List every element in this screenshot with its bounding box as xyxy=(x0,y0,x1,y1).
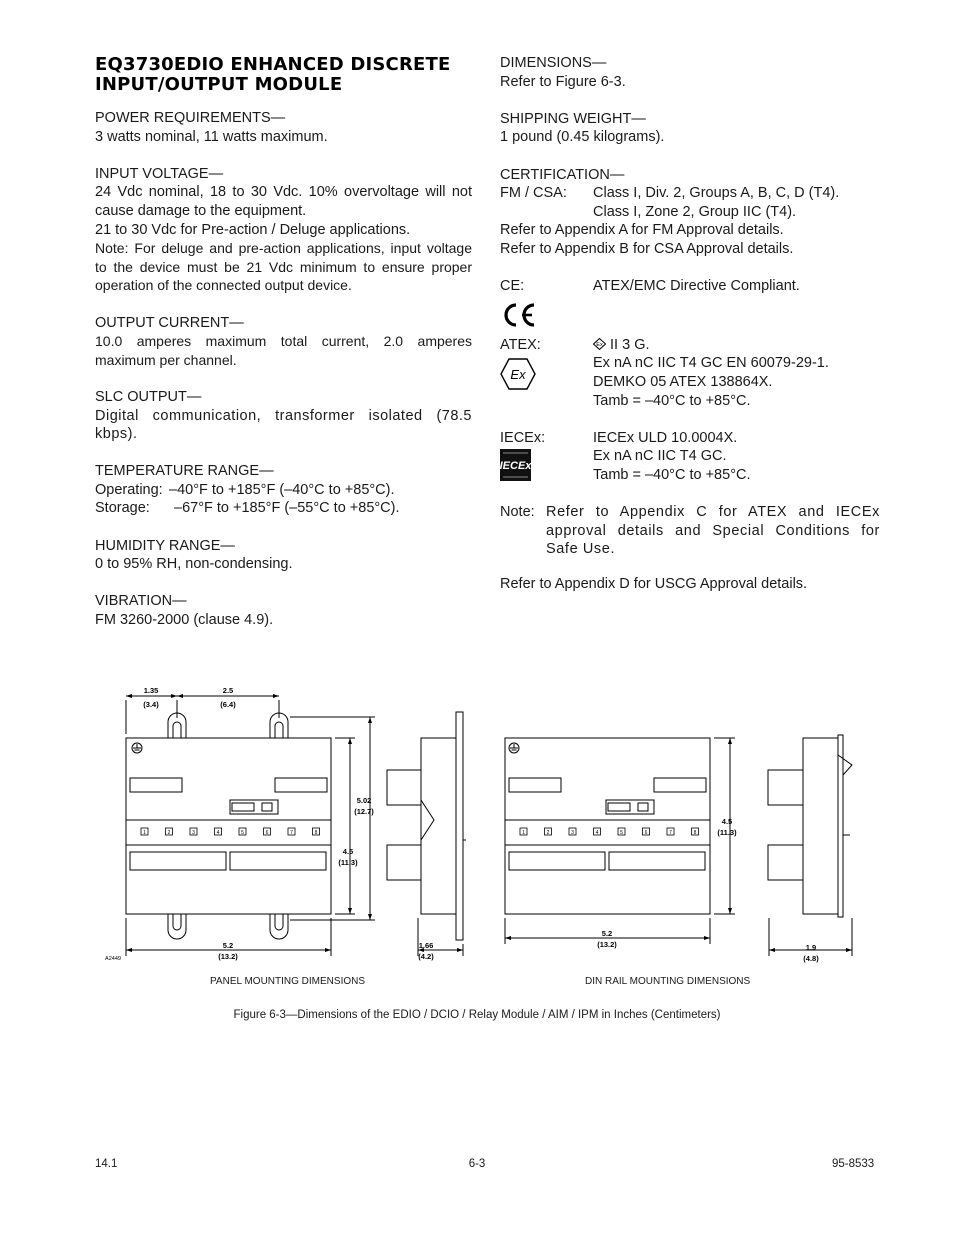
temperature-section xyxy=(95,462,472,518)
dim-135: 1.35 xyxy=(143,686,159,695)
fm-csa-div2: Class I, Div. 2, Groups A, B, C, D (T4). xyxy=(593,185,840,202)
din-terminal-row xyxy=(520,828,699,836)
input-voltage-preaction: 21 to 30 Vdc for Pre-action / Deluge applications. xyxy=(95,221,411,238)
atex-group xyxy=(593,336,880,355)
footer-revision: 14.1 xyxy=(95,1158,118,1170)
output-current-section xyxy=(95,314,472,370)
iecex-marking: Ex nA nC IIC T4 GC. xyxy=(593,448,727,465)
fm-csa-zone2: Class I, Zone 2, Group IIC (T4). xyxy=(593,203,797,220)
left-column xyxy=(95,109,472,648)
panel-terminal-number: 6 xyxy=(265,830,269,836)
panel-module-body xyxy=(126,738,331,914)
dim-19: 1.9 xyxy=(805,943,817,952)
panel-terminal-number: 2 xyxy=(167,830,171,836)
slc-output-heading: SLC OUTPUT— xyxy=(95,388,202,405)
atex-tamb: Tamb = –40°C to +85°C. xyxy=(593,392,751,409)
vibration-section xyxy=(95,592,472,629)
dim-45-din-metric: (11.3) xyxy=(717,828,737,837)
dim-52: 5.2 xyxy=(222,941,234,950)
dim-502-metric: (12.7) xyxy=(354,807,374,816)
panel-terminal-number: 7 xyxy=(290,830,293,836)
dimension-figure xyxy=(0,660,954,1000)
humidity-section xyxy=(95,537,472,574)
panel-terminal-number: 4 xyxy=(216,830,220,836)
ex-hexagon-icon xyxy=(500,358,536,396)
vibration-heading: VIBRATION— xyxy=(95,593,187,610)
operating-label: Operating: xyxy=(95,481,163,498)
din-terminal-number: 2 xyxy=(546,830,550,836)
ce-value: ATEX/EMC Directive Compliant. xyxy=(593,278,800,295)
din-terminal-number: 4 xyxy=(595,830,599,836)
dim-166: 1.66 xyxy=(418,941,434,950)
svg-text:IECEx: IECEx xyxy=(500,460,531,473)
dim-45: 4.5 xyxy=(342,847,354,856)
dim-52-metric: (13.2) xyxy=(218,952,238,961)
panel-terminal-number: 3 xyxy=(192,830,195,836)
weight-text: 1 pound (0.45 kilograms). xyxy=(500,129,665,146)
dim-166-metric: (4.2) xyxy=(418,952,434,961)
fm-csa-label: FM / CSA: xyxy=(500,185,567,202)
iecex-row xyxy=(500,429,880,448)
certification-heading: CERTIFICATION— xyxy=(500,166,625,183)
certification-section xyxy=(500,166,880,594)
humidity-text: 0 to 95% RH, non-condensing. xyxy=(95,556,293,573)
temperature-heading: TEMPERATURE RANGE— xyxy=(95,463,274,480)
power-text: 3 watts nominal, 11 watts maximum. xyxy=(95,128,328,145)
panel-terminal-row xyxy=(141,828,320,836)
power-heading: POWER REQUIREMENTS— xyxy=(95,110,286,126)
din-terminal-number: 3 xyxy=(571,830,574,836)
panel-terminal-number: 8 xyxy=(314,830,318,836)
atex-certificate: DEMKO 05 ATEX 138864X. xyxy=(593,373,773,390)
storage-label: Storage: xyxy=(95,500,150,517)
appendix-b-ref: Refer to Appendix B for CSA Approval details. xyxy=(500,240,794,257)
svg-text:1.35 xyxy=(144,686,159,695)
dim-25: 2.5 xyxy=(222,686,234,695)
appendix-a-ref: Refer to Appendix A for FM Approval details. xyxy=(500,222,784,239)
dimensions-text: Refer to Figure 6-3. xyxy=(500,73,626,90)
temperature-operating xyxy=(95,481,472,500)
dim-45-metric: (11.3) xyxy=(338,858,358,867)
dim-45-din: 4.5 xyxy=(721,817,733,826)
output-current-heading: OUTPUT CURRENT— xyxy=(95,314,244,331)
note-label: Note: xyxy=(500,504,535,521)
temperature-storage xyxy=(95,499,472,518)
atex-marking: Ex nA nC IIC T4 GC EN 60079-29-1. xyxy=(593,355,829,372)
footer-page-number: 6-3 xyxy=(468,1158,486,1170)
dimensions-section xyxy=(500,54,880,91)
ce-label: CE: xyxy=(500,278,525,295)
iecex-label: IECEx: xyxy=(500,429,546,446)
input-voltage-heading: INPUT VOLTAGE— xyxy=(95,165,224,182)
right-column xyxy=(500,54,880,593)
dim-19-metric: (4.8) xyxy=(803,954,819,963)
weight-section xyxy=(500,110,880,147)
slc-output-section xyxy=(95,388,472,444)
page-title: EQ3730EDIO ENHANCED DISCRETE INPUT/OUTPUT MODULE xyxy=(95,54,451,95)
dim-52-din: 5.2 xyxy=(601,929,613,938)
atex-label: ATEX: xyxy=(500,336,541,353)
dim-25-metric: (6.4) xyxy=(220,700,236,709)
iecex-certificate: IECEx ULD 10.0004X. xyxy=(593,429,738,446)
dim-135-metric: (3.4) xyxy=(143,700,159,709)
input-voltage-note: Note: For deluge and pre-action applications, input voltage to the device must be 21 Vdc minimum to ensure proper operation of the connected output device. xyxy=(95,240,472,294)
svg-text:Ex: Ex xyxy=(596,341,603,348)
din-terminal-number: 8 xyxy=(693,830,697,836)
drawing-ref: A2449 xyxy=(105,956,121,962)
storage-value: –67°F to +185°F (–55°C to +85°C). xyxy=(174,500,400,517)
panel-mounting-label: PANEL MOUNTING DIMENSIONS xyxy=(210,976,366,987)
figure-caption: Figure 6-3—Dimensions of the EDIO / DCIO / Relay Module / AIM / IPM in Inches (Centimeters) xyxy=(233,1009,721,1021)
panel-terminal-number: 1 xyxy=(143,830,146,836)
weight-heading: SHIPPING WEIGHT— xyxy=(500,110,646,127)
din-terminal-number: 5 xyxy=(620,830,623,836)
fm-csa-row xyxy=(500,184,880,203)
iecex-tamb: Tamb = –40°C to +85°C. xyxy=(593,466,751,483)
power-section xyxy=(95,109,472,146)
ce-row xyxy=(500,277,880,296)
dim-502: 5.02 xyxy=(356,796,372,805)
note-text: Refer to Appendix C for ATEX and IECEx approval details and Special Conditions for Safe Use. xyxy=(546,504,880,558)
input-voltage-text: 24 Vdc nominal, 18 to 30 Vdc. 10% overvoltage will not cause damage to the equipment. xyxy=(95,184,472,219)
humidity-heading: HUMIDITY RANGE— xyxy=(95,537,235,554)
din-terminal-number: 7 xyxy=(669,830,672,836)
atex-category: II 3 G. xyxy=(610,336,650,353)
input-voltage-section xyxy=(95,165,472,295)
iecex-logo-icon xyxy=(500,449,531,487)
din-terminal-number: 1 xyxy=(522,830,525,836)
ex-small-icon xyxy=(593,337,610,353)
footer-doc-number: 95-8533 xyxy=(832,1158,875,1170)
dimension-drawing xyxy=(0,660,954,1000)
appendix-d-ref: Refer to Appendix D for USCG Approval details. xyxy=(500,575,808,592)
atex-row xyxy=(500,336,880,355)
output-current-text: 10.0 amperes maximum total current, 2.0 amperes maximum per channel. xyxy=(95,333,472,368)
dimensions-heading: DIMENSIONS— xyxy=(500,55,607,71)
slc-output-text: Digital communication, transformer isolated (78.5 kbps). xyxy=(95,407,472,443)
panel-terminal-number: 5 xyxy=(241,830,244,836)
svg-text:Ex: Ex xyxy=(510,367,526,383)
dim-52-din-metric: (13.2) xyxy=(597,940,617,949)
vibration-text: FM 3260-2000 (clause 4.9). xyxy=(95,612,274,629)
atex-iecex-note xyxy=(500,503,880,559)
ce-mark-icon xyxy=(500,296,880,334)
din-terminal-number: 6 xyxy=(644,830,648,836)
operating-value: –40°F to +185°F (–40°C to +85°C). xyxy=(169,481,395,498)
din-mounting-label: DIN RAIL MOUNTING DIMENSIONS xyxy=(585,976,751,987)
